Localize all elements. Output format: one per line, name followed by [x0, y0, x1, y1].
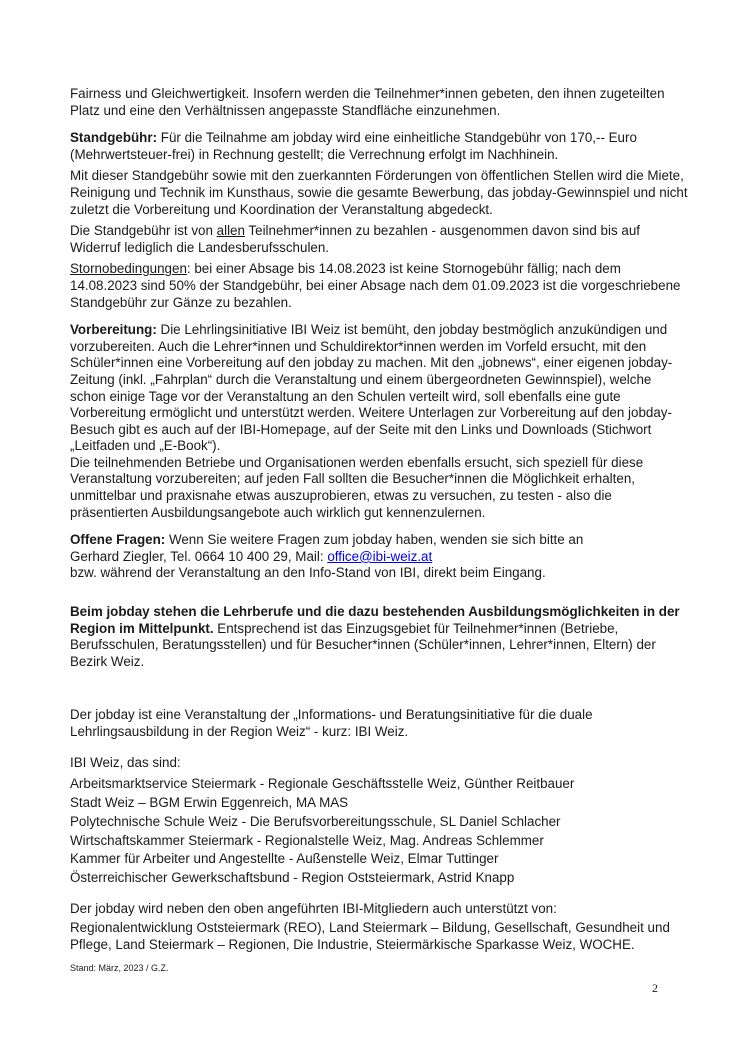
storno-label: Stornobedingungen: [70, 261, 187, 277]
standgebuehr-paragraph: [70, 130, 690, 163]
vorbereitung-betriebe-paragraph: Die teilnehmenden Betriebe und Organisationen werden ebenfalls ersucht, sich speziell für diese Veranstaltung vorzubereiten; auf jeden Fall sollten die Besucher*innen die Möglichkeit erhalten, unmittelbar und praxisnahe etwas auszuprobieren, etwas zu versuchen, zu testen - also die präsentierten Ausbildungsangebote auch wirklich gut kennenzulernen.: [70, 454, 644, 520]
list-item: Österreichischer Gewerkschaftsbund - Region Oststeiermark, Astrid Knapp: [70, 870, 515, 886]
lehrberufe-paragraph: [70, 604, 690, 670]
standgebuehr-heading: Standgebühr:: [70, 130, 158, 146]
lehrberufe-bold: Beim jobday stehen die Lehrberufe und die dazu bestehenden Ausbildungsmöglichkeiten in der Region im Mittelpunkt.: [70, 604, 680, 636]
veranstaltung-paragraph: Der jobday ist eine Veranstaltung der „Informations- und Beratungsinitiative für die duale Lehrlingsausbildung in der Region Weiz“ - kurz: IBI Weiz.: [70, 707, 593, 739]
list-item: Kammer für Arbeiter und Angestellte - Außenstelle Weiz, Elmar Tuttinger: [70, 851, 499, 867]
footer-stand: Stand: März, 2023 / G.Z.: [70, 963, 169, 973]
fragen-line3: bzw. während der Veranstaltung an den Info-Stand von IBI, direkt beim Eingang.: [70, 565, 546, 581]
standgebuehr-coverage-paragraph: Mit dieser Standgebühr sowie mit den zuerkannten Förderungen von öffentlichen Stellen wird die Miete, Reinigung und Technik im Kunsthaus, sowie die gesamte Bewerbung, das jobday-Gewinnspiel und nicht zuletzt die Vorbereitung und Koordination der Veranstaltung abgedeckt.: [70, 168, 688, 217]
intro-paragraph: Fairness und Gleichwertigkeit. Insofern werden die Teilnehmer*innen gebeten, den ihnen zugeteilten Platz und eine den Verhältnissen angepasste Standfläche einzunehmen.: [70, 86, 665, 118]
payer-text-before: Die Standgebühr ist von: [70, 223, 217, 239]
payer-text-after: Teilnehmer*innen zu bezahlen - ausgenommen davon sind bis auf Widerruf lediglich die Landesberufsschulen.: [70, 223, 640, 255]
list-item: Stadt Weiz – BGM Erwin Eggenreich, MA MAS: [70, 794, 349, 810]
fragen-contact: Gerhard Ziegler, Tel. 0664 10 400 29, Mail:: [70, 548, 328, 564]
unterstuetzer-intro: Der jobday wird neben den oben angeführten IBI-Mitgliedern auch unterstützt von:: [70, 900, 557, 916]
fragen-line1: Wenn Sie weitere Fragen zum jobday haben, wenden sie sich bitte an: [165, 532, 584, 548]
list-item: Arbeitsmarktservice Steiermark - Regionale Geschäftsstelle Weiz, Günther Reitbauer: [70, 776, 575, 792]
vorbereitung-paragraph: [70, 322, 690, 455]
storno-text: : bei einer Absage bis 14.08.2023 ist keine Stornogebühr fällig; nach dem 14.08.2023 sind 50% der Standgebühr, bei einer Absage nach dem 01.09.2023 ist die vorgeschriebene Standgebühr zur Gänze zu bezahlen.: [70, 261, 681, 310]
fragen-heading: Offene Fragen:: [70, 532, 166, 548]
document-body: [70, 86, 690, 953]
page-number: 2: [652, 981, 658, 995]
email-link[interactable]: office@ibi-weiz.at: [327, 548, 433, 564]
ibi-intro: IBI Weiz, das sind:: [70, 754, 181, 770]
list-item: Wirtschaftskammer Steiermark - Regionalstelle Weiz, Mag. Andreas Schlemmer: [70, 832, 544, 848]
standgebuehr-payer-paragraph: [70, 223, 690, 256]
standgebuehr-text: Für die Teilnahme am jobday wird eine einheitliche Standgebühr von 170,-- Euro (Mehrwertsteuer-frei) in Rechnung gestellt; die Verrechnung erfolgt im Nachhinein.: [70, 130, 637, 162]
storno-paragraph: [70, 261, 690, 311]
list-item: Polytechnische Schule Weiz - Die Berufsvorbereitungsschule, SL Daniel Schlacher: [70, 813, 561, 829]
ibi-member-list: [70, 776, 690, 887]
vorbereitung-text: Die Lehrlingsinitiative IBI Weiz ist bemüht, den jobday bestmöglich anzukündigen und vorzubereiten. Auch die Lehrer*innen und Schuldirektor*innen werden im Vorfeld ersucht, mit den Schüler*innen eine Vorbereitung auf den jobday zu machen. Mit den „jobnews“, einer eigenen jobday-Zeitung (inkl. „Fahrplan“ durch die Veranstaltung und einem übergeordneten Gewinnspiel), welche schon einige Tage vor der Veranstaltung an den Schulen verteilt wird, soll ebenfalls eine gute Vorbereitung ermöglicht und unterstützt werden. Weitere Unterlagen zur Vorbereitung auf den jobday-Besuch gibt es auch auf der IBI-Homepage, auf der Seite mit den Links und Downloads (Stichwort „Leitfaden und „E-Book“).: [70, 322, 673, 454]
vorbereitung-heading: Vorbereitung:: [70, 322, 157, 338]
fragen-paragraph: [70, 532, 690, 582]
unterstuetzer-list: Regionalentwicklung Oststeiermark (REO), Land Steiermark – Bildung, Gesellschaft, Gesundheit und Pflege, Land Steiermark – Regionen, Die Industrie, Steiermärkische Sparkasse Weiz, WOCHE.: [70, 920, 670, 952]
allen-underlined: allen: [216, 223, 245, 239]
lehrberufe-text: Entsprechend ist das Einzugsgebiet für Teilnehmer*innen (Betriebe, Berufsschulen, Beratungsstellen) und für Besucher*innen (Schüler*innen, Lehrer*innen, Eltern) der Bezirk Weiz.: [70, 620, 656, 669]
